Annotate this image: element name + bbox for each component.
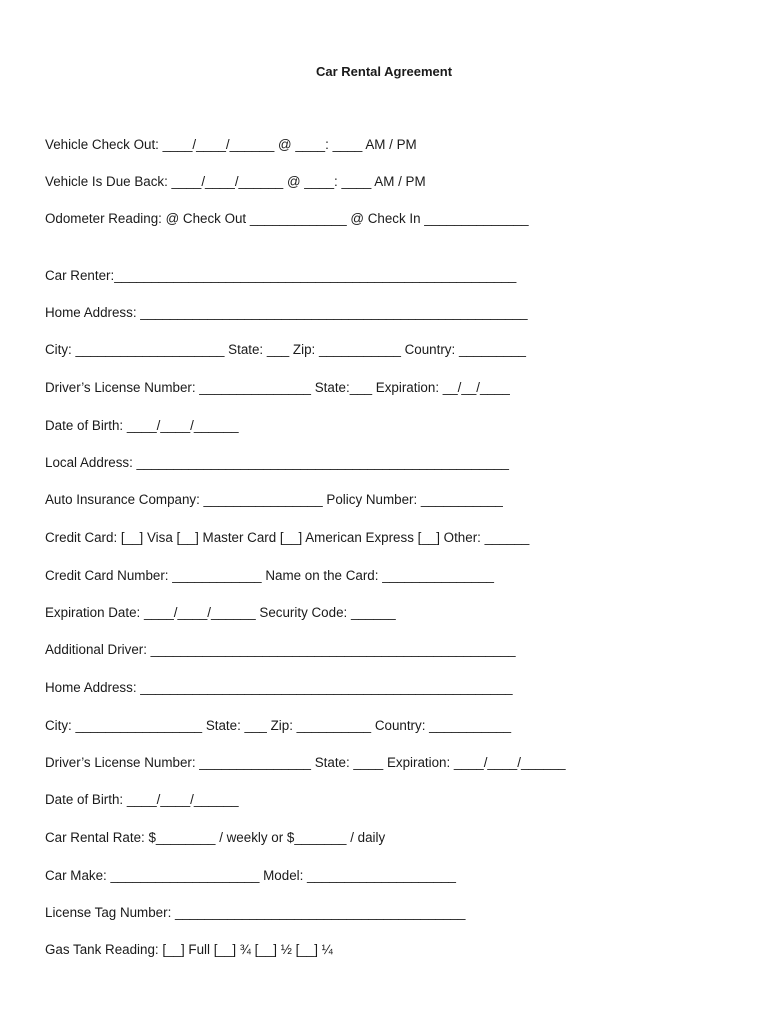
car-renter-line: Car Renter:______________________________________________________ [45,268,517,283]
credit-card-number-line: Credit Card Number: ____________ Name on the Card: _______________ [45,568,494,583]
credit-card-type-line: Credit Card: [__] Visa [__] Master Card [__] American Express [__] Other: ______ [45,530,530,545]
gas-tank-reading-line: Gas Tank Reading: [__] Full [__] ¾ [__] ½ [__] ¼ [45,942,333,957]
home-address-line: Home Address: ____________________________________________________ [45,305,528,320]
vehicle-due-back-line: Vehicle Is Due Back: ____/____/______ @ ____: ____ AM / PM [45,174,426,189]
license-tag-line: License Tag Number: _______________________________________ [45,905,466,920]
drivers-license-line: Driver’s License Number: _______________ State:___ Expiration: __/__/____ [45,380,510,395]
city-state-zip-line: City: ____________________ State: ___ Zip: ___________ Country: _________ [45,342,526,357]
additional-city-state-zip-line: City: _________________ State: ___ Zip: __________ Country: ___________ [45,718,512,733]
car-rental-rate-line: Car Rental Rate: $________ / weekly or $_______ / daily [45,830,386,845]
additional-driver-line: Additional Driver: _________________________________________________ [45,642,516,657]
local-address-line: Local Address: __________________________________________________ [45,455,509,470]
car-make-model-line: Car Make: ____________________ Model: ____________________ [45,868,457,883]
additional-drivers-license-line: Driver’s License Number: _______________ State: ____ Expiration: ____/____/______ [45,755,566,770]
date-of-birth-line: Date of Birth: ____/____/______ [45,418,239,433]
expiration-date-line: Expiration Date: ____/____/______ Security Code: ______ [45,605,396,620]
vehicle-check-out-line: Vehicle Check Out: ____/____/______ @ ____: ____ AM / PM [45,137,417,152]
auto-insurance-line: Auto Insurance Company: ________________ Policy Number: ___________ [45,492,503,507]
page-title: Car Rental Agreement [315,64,453,79]
odometer-reading-line: Odometer Reading: @ Check Out _____________ @ Check In ______________ [45,211,529,226]
additional-home-address-line: Home Address: __________________________________________________ [45,680,513,695]
additional-date-of-birth-line: Date of Birth: ____/____/______ [45,792,239,807]
